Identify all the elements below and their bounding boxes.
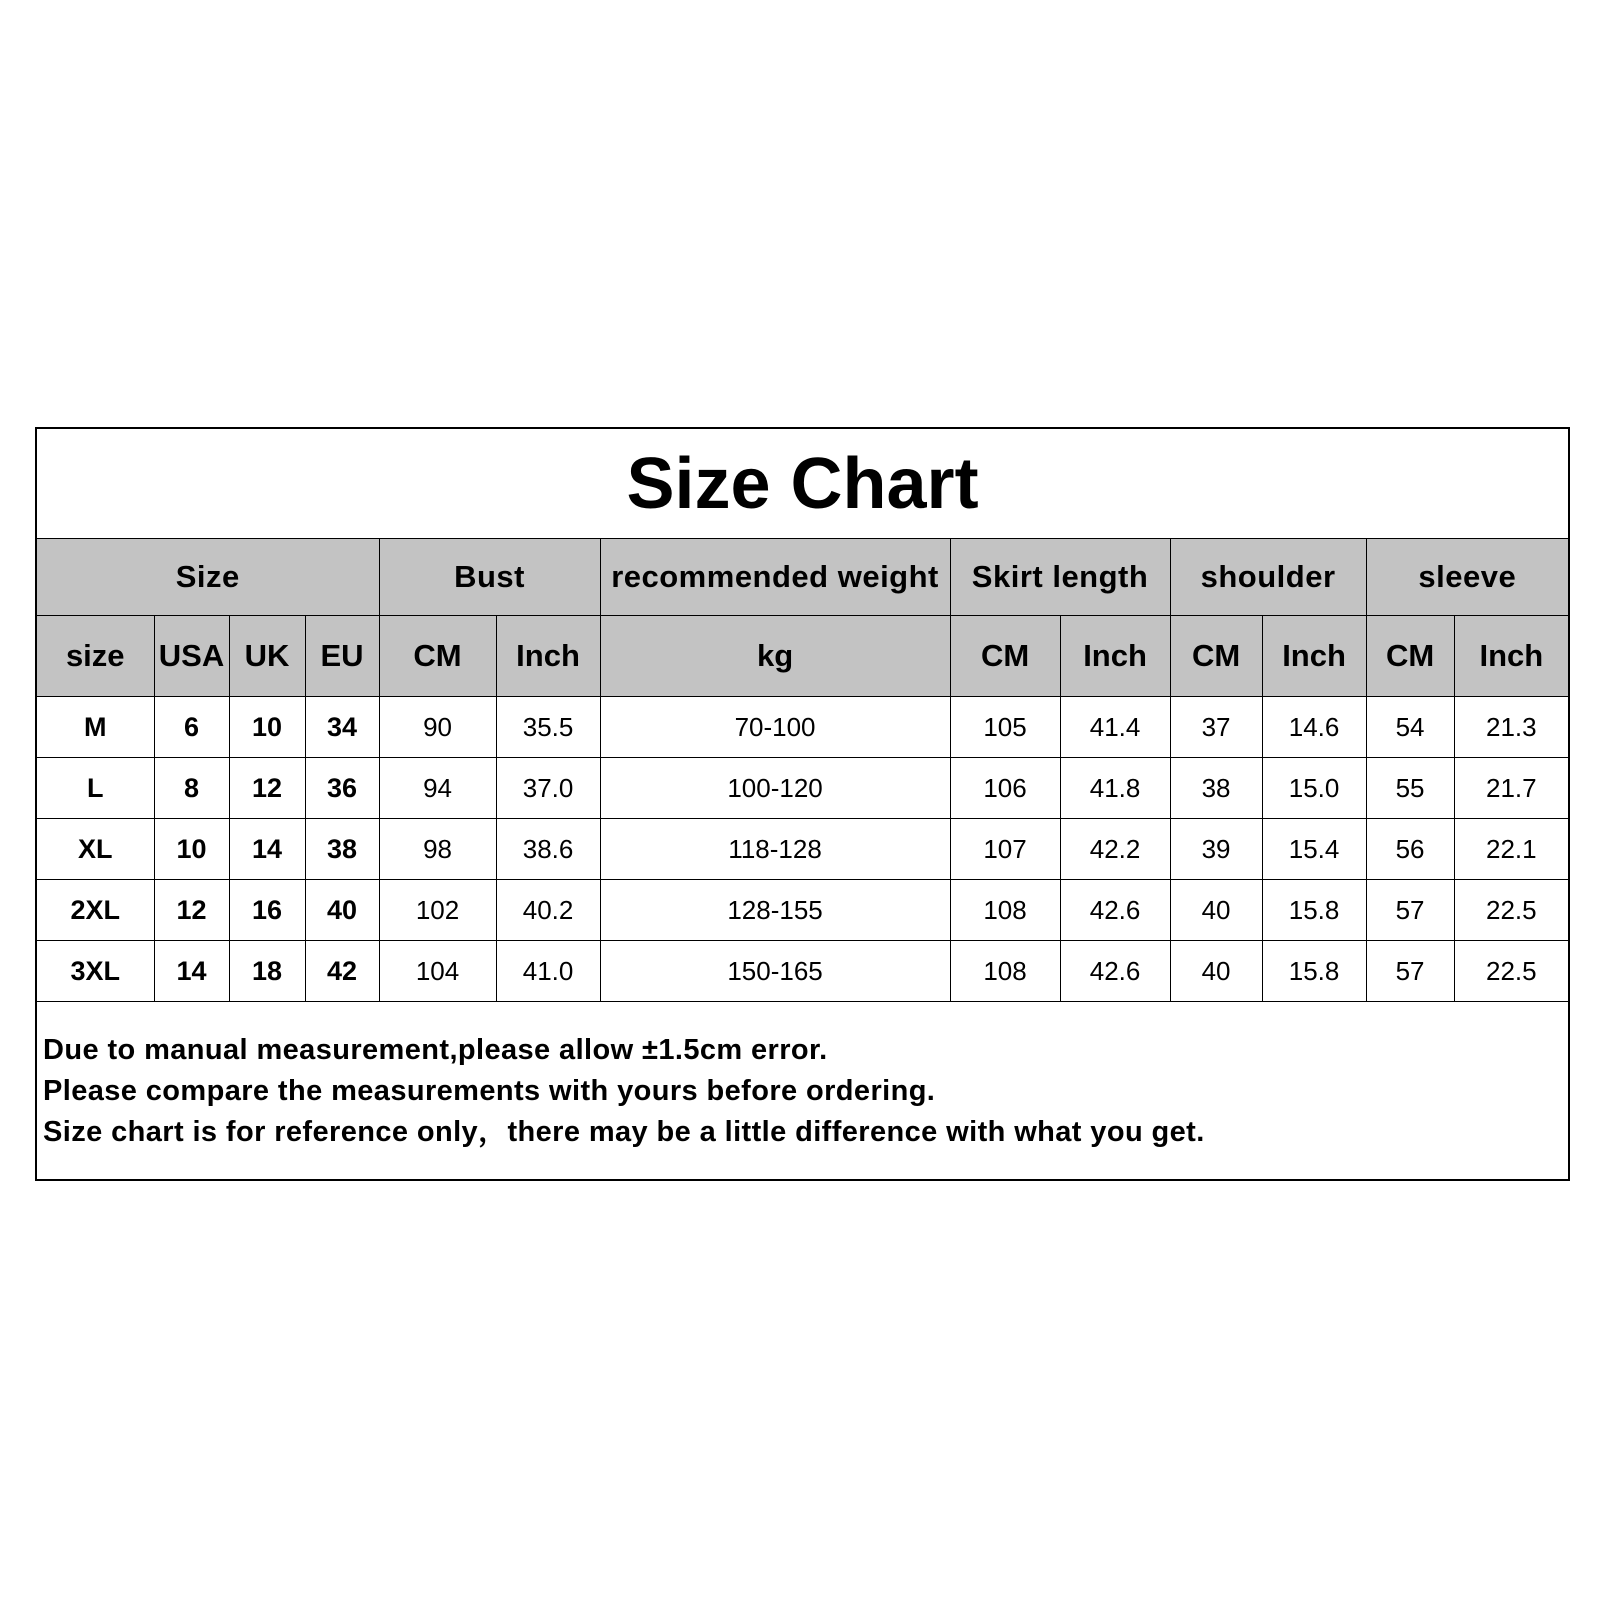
column-header: USA bbox=[154, 616, 229, 697]
group-header-weight: recommended weight bbox=[600, 539, 950, 616]
table-cell: 6 bbox=[154, 697, 229, 758]
table-row bbox=[37, 880, 1568, 941]
table-cell: 128-155 bbox=[600, 880, 950, 941]
table-cell: 42.6 bbox=[1060, 880, 1170, 941]
table-cell: 56 bbox=[1366, 819, 1454, 880]
table-cell: 104 bbox=[379, 941, 496, 1002]
table-cell: 16 bbox=[229, 880, 305, 941]
table-cell: 42.2 bbox=[1060, 819, 1170, 880]
size-chart bbox=[35, 427, 1570, 1181]
table-cell: 106 bbox=[950, 758, 1060, 819]
table-cell: 118-128 bbox=[600, 819, 950, 880]
group-header-size: Size bbox=[37, 539, 379, 616]
table-cell: 41.0 bbox=[496, 941, 600, 1002]
table-cell: 15.0 bbox=[1262, 758, 1366, 819]
table-cell: 36 bbox=[305, 758, 379, 819]
table-cell: 150-165 bbox=[600, 941, 950, 1002]
group-header-shoulder: shoulder bbox=[1170, 539, 1366, 616]
column-header: size bbox=[37, 616, 154, 697]
table-cell: 40 bbox=[1170, 941, 1262, 1002]
table-cell: 57 bbox=[1366, 941, 1454, 1002]
table-cell: 15.4 bbox=[1262, 819, 1366, 880]
table-cell: 21.7 bbox=[1454, 758, 1568, 819]
table-cell: 90 bbox=[379, 697, 496, 758]
table-cell: 42.6 bbox=[1060, 941, 1170, 1002]
column-header: Inch bbox=[496, 616, 600, 697]
table-cell: 107 bbox=[950, 819, 1060, 880]
table-cell: 70-100 bbox=[600, 697, 950, 758]
group-header-bust: Bust bbox=[379, 539, 600, 616]
table-cell: 35.5 bbox=[496, 697, 600, 758]
table-cell: 14 bbox=[154, 941, 229, 1002]
table-cell: 94 bbox=[379, 758, 496, 819]
column-header: CM bbox=[1366, 616, 1454, 697]
note-line: Size chart is for reference only，there may be a little difference with what you get. bbox=[43, 1116, 1205, 1148]
column-header: CM bbox=[1170, 616, 1262, 697]
chart-title: Size Chart bbox=[37, 429, 1568, 539]
column-header: Inch bbox=[1454, 616, 1568, 697]
table-cell: 22.5 bbox=[1454, 880, 1568, 941]
measurement-notes bbox=[37, 1002, 1568, 1153]
table-cell: 38.6 bbox=[496, 819, 600, 880]
table-cell: 105 bbox=[950, 697, 1060, 758]
table-cell: 102 bbox=[379, 880, 496, 941]
column-header: CM bbox=[379, 616, 496, 697]
table-cell: 10 bbox=[229, 697, 305, 758]
table-cell: 12 bbox=[229, 758, 305, 819]
column-header: kg bbox=[600, 616, 950, 697]
table-cell: 38 bbox=[305, 819, 379, 880]
group-header-sleeve: sleeve bbox=[1366, 539, 1568, 616]
table-cell: 41.4 bbox=[1060, 697, 1170, 758]
table-cell: 21.3 bbox=[1454, 697, 1568, 758]
table-row bbox=[37, 819, 1568, 880]
table-cell: 55 bbox=[1366, 758, 1454, 819]
group-header-skirt-length: Skirt length bbox=[950, 539, 1170, 616]
table-cell: 39 bbox=[1170, 819, 1262, 880]
group-header-row bbox=[37, 539, 1568, 616]
table-cell: 38 bbox=[1170, 758, 1262, 819]
table-cell: 3XL bbox=[37, 941, 154, 1002]
table-cell: 22.5 bbox=[1454, 941, 1568, 1002]
table-row bbox=[37, 758, 1568, 819]
table-cell: 22.1 bbox=[1454, 819, 1568, 880]
column-header: Inch bbox=[1060, 616, 1170, 697]
table-cell: 12 bbox=[154, 880, 229, 941]
table-row bbox=[37, 697, 1568, 758]
size-table bbox=[37, 539, 1568, 1002]
column-header: Inch bbox=[1262, 616, 1366, 697]
table-cell: 41.8 bbox=[1060, 758, 1170, 819]
table-cell: 37 bbox=[1170, 697, 1262, 758]
table-cell: 15.8 bbox=[1262, 880, 1366, 941]
column-header: CM bbox=[950, 616, 1060, 697]
table-cell: 2XL bbox=[37, 880, 154, 941]
table-cell: 108 bbox=[950, 880, 1060, 941]
table-cell: 18 bbox=[229, 941, 305, 1002]
column-header: UK bbox=[229, 616, 305, 697]
table-cell: 100-120 bbox=[600, 758, 950, 819]
table-cell: 37.0 bbox=[496, 758, 600, 819]
table-cell: 40 bbox=[1170, 880, 1262, 941]
table-cell: 15.8 bbox=[1262, 941, 1366, 1002]
table-cell: 40.2 bbox=[496, 880, 600, 941]
table-cell: 14.6 bbox=[1262, 697, 1366, 758]
note-line: Due to manual measurement,please allow ±1.5cm error. bbox=[43, 1034, 828, 1066]
table-row bbox=[37, 941, 1568, 1002]
table-cell: 10 bbox=[154, 819, 229, 880]
table-cell: 54 bbox=[1366, 697, 1454, 758]
table-cell: L bbox=[37, 758, 154, 819]
table-cell: 57 bbox=[1366, 880, 1454, 941]
unit-header-row bbox=[37, 616, 1568, 697]
table-cell: 98 bbox=[379, 819, 496, 880]
table-cell: 14 bbox=[229, 819, 305, 880]
table-cell: 108 bbox=[950, 941, 1060, 1002]
table-cell: 8 bbox=[154, 758, 229, 819]
table-cell: 42 bbox=[305, 941, 379, 1002]
table-cell: XL bbox=[37, 819, 154, 880]
note-line: Please compare the measurements with yours before ordering. bbox=[43, 1075, 936, 1107]
column-header: EU bbox=[305, 616, 379, 697]
table-cell: M bbox=[37, 697, 154, 758]
table-cell: 40 bbox=[305, 880, 379, 941]
table-cell: 34 bbox=[305, 697, 379, 758]
